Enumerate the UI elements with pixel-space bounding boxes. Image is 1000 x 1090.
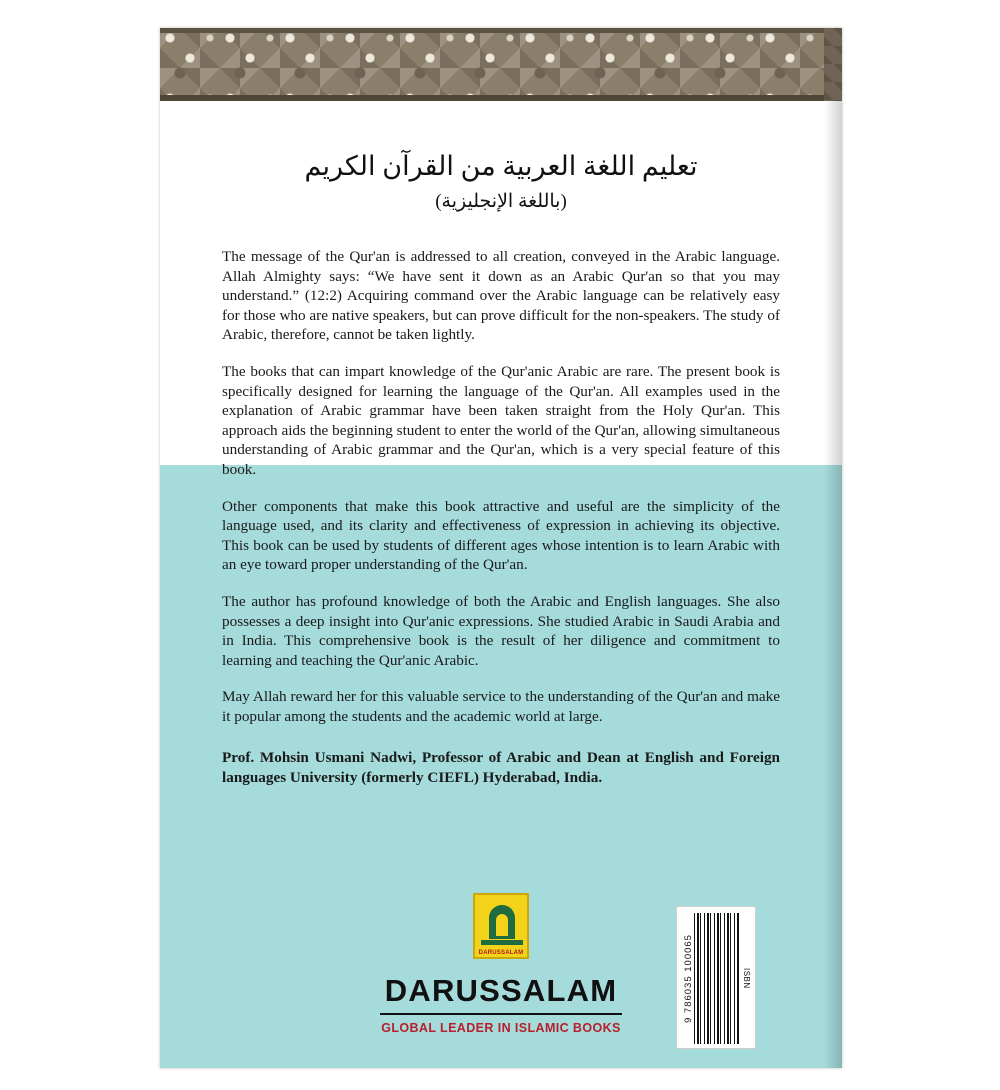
blurb-paragraph: Other components that make this book attractive and useful are the simplicity of the language used, and its clarity and effectiveness of expression in achieving its objective. This book can be used by students of different ages whose intention is to learn Arabic with an eye toward proper understanding of the Qur'an. xyxy=(222,497,780,574)
blurb-paragraph: The books that can impart knowledge of the Qur'anic Arabic are rare. The present book is specifically designed for learning the language of the Qur'an. All examples used in the explanation of Arabic grammar have been taken straight from the Holy Qur'an. This approach aids the beginning student to enter the world of the Qur'an, allowing simultaneous understanding of Arabic grammar and the Qur'an, which is a very special feature of this book. xyxy=(222,362,780,478)
cover-content xyxy=(160,101,842,1068)
barcode-digits: 9 786035 100065 xyxy=(683,934,694,1023)
blurb-paragraph: May Allah reward her for this valuable service to the understanding of the Qur'an and make it popular among the students and the academic world at large. xyxy=(222,688,780,725)
band-edge-top xyxy=(160,28,842,33)
publisher-tagline: GLOBAL LEADER IN ISLAMIC BOOKS xyxy=(381,1021,621,1035)
book-back-cover xyxy=(160,28,842,1068)
logo-base-shape xyxy=(481,940,523,945)
spine-ornament-band xyxy=(824,28,842,101)
logo-caption: DARUSSALAM xyxy=(478,950,524,956)
book-subtitle-arabic: (باللغة الإنجليزية) xyxy=(435,191,567,212)
publisher-name: DARUSSALAM xyxy=(384,973,618,1008)
barcode-label: ISBN xyxy=(742,968,751,989)
endorsement-text: Prof. Mohsin Usmani Nadwi, Professor of Arabic and Dean at English and Foreign languages University (formerly CIEFL) Hyderabad, India. xyxy=(222,749,780,787)
book-title-arabic: تعليم اللغة العربية من القرآن الكريم xyxy=(304,151,698,181)
blurb-paragraph: The message of the Qur'an is addressed to all creation, conveyed in the Arabic language. Allah Almighty says: “We have sent it down as an Arabic Qur'an so that you may understand.” (12:2) Acquiring command over the Arabic language can be relatively easy for those who are native speakers, but can prove difficult for the non-speakers. The study of Arabic, therefore, cannot be taken lightly. xyxy=(222,248,780,344)
darussalam-logo-icon xyxy=(473,893,529,959)
blurb-text-block xyxy=(222,247,780,788)
isbn-barcode xyxy=(676,906,756,1049)
decorative-ornament-band xyxy=(160,28,842,101)
blurb-paragraph: The author has profound knowledge of both the Arabic and English languages. She also possesses a deep insight into Qur'anic expressions. She studied Arabic in Saudi Arabia and in India. This comprehensive book is the result of her diligence and commitment to learning and teaching the Qur'anic Arabic. xyxy=(222,592,780,669)
barcode-bars xyxy=(694,913,740,1044)
publisher-divider xyxy=(380,1013,622,1015)
logo-arch-shape xyxy=(489,905,515,939)
